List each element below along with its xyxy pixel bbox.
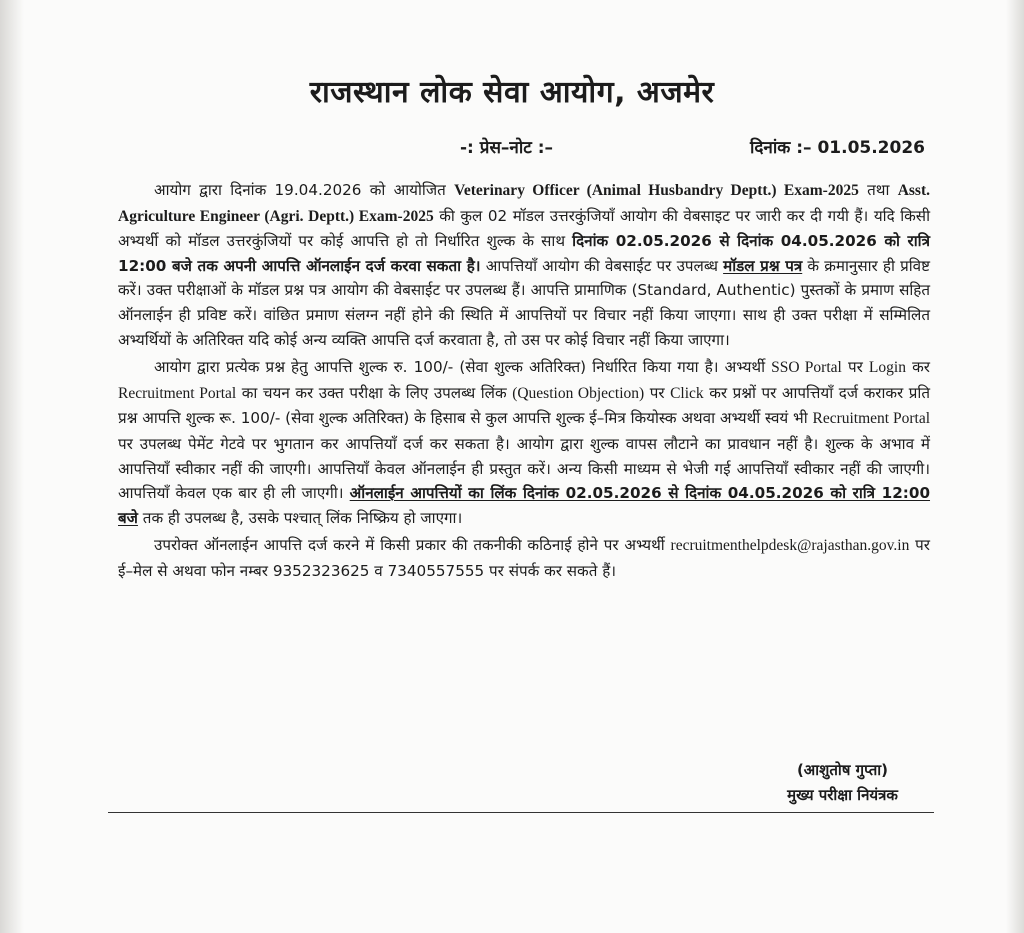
- para3-text: पर ई–मेल से अथवा फोन नम्बर 9352323625 व 7340557555 पर संपर्क कर सकते हैं।: [118, 536, 930, 580]
- para2-english-term: (Question Objection): [512, 384, 645, 402]
- exam-name-veterinary: Veterinary Officer (Animal Husbandry Deptt.) Exam-2025: [454, 182, 859, 199]
- para1-text: की कुल 02 मॉडल उत्तरकुंजियाँ आयोग की वेबसाइट पर जारी कर दी गयी हैं। यदि किसी अभ्यर्थी को मॉडल उत्तरकुंजियों पर कोई आपत्ति हो तो निर्धारित शुल्क के साथ: [118, 206, 930, 251]
- date-line: [750, 135, 925, 158]
- para1-text: तथा: [858, 181, 898, 199]
- para2-text: पर: [841, 358, 869, 377]
- objection-window-bold: दिनांक 02.05.2026 से दिनांक 04.05.2026 को रात्रि 12:00 बजे तक अपनी आपत्ति ऑनलाईन दर्ज करवा सकता है।: [118, 232, 930, 275]
- footer-divider: [108, 812, 934, 813]
- press-note-line: [460, 135, 925, 161]
- para3-text: उपरोक्त ऑनलाईन आपत्ति दर्ज करने में किसी प्रकार की तकनीकी कठिनाई होने पर अभ्यर्थी: [154, 536, 671, 555]
- para2-text: पर: [644, 383, 671, 402]
- paragraph-1: [118, 178, 930, 352]
- para1-text: के क्रमानुसार ही प्रविष्ट करें। उक्त परीक्षाओं के मॉडल प्रश्न पत्र आयोग की वेबसाईट पर उपलब्ध हैं। आपत्ति प्रामाणिक (Standard, Authentic) पुस्तकों के प्रमाण सहित ऑनलाईन ही प्रविष्ट करें। वांछित प्रमाण संलग्न नहीं होने की स्थिति में आपत्तियों पर विचार नहीं किया जाएगा। साथ ही उक्त परीक्षा में सम्मिलित अभ्यर्थियों के अतिरिक्त यदि कोई अन्य व्यक्ति आपत्ति दर्ज करवाता है, तो उस पर कोई विचार नहीं किया जाएगा।: [118, 256, 930, 349]
- para2-english-term: Recruitment Portal: [812, 410, 931, 428]
- para1-text: आपत्तियाँ आयोग की वेबसाईट पर उपलब्ध: [480, 256, 724, 275]
- signature-block: [755, 758, 930, 808]
- online-link-window-bold: ऑनलाईन आपत्तियों का लिंक दिनांक 02.05.2026 से दिनांक 04.05.2026 को रात्रि 12:00 बजे: [118, 484, 931, 527]
- date-value: 01.05.2026: [817, 138, 925, 158]
- page-title: राजस्थान लोक सेवा आयोग, अजमेर: [309, 75, 715, 110]
- press-note-heading: -: प्रेस–नोट :–: [460, 138, 554, 158]
- para2-text: कर प्रश्नों पर आपत्तियाँ दर्ज कराकर प्रति प्रश्न आपत्ति शुल्क रू. 100/- (सेवा शुल्क अतिरिक्त) के हिसाब से कुल आपत्ति शुल्क ई–मित्र कियोस्क अथवा अभ्यर्थी स्वयं भी: [118, 383, 931, 428]
- para2-english-term: Click: [670, 384, 704, 402]
- page-shadow-left: [0, 0, 24, 933]
- para2-english-term: SSO Portal: [771, 359, 842, 377]
- para2-english-term: Login: [868, 359, 906, 377]
- helpdesk-email: recruitmenthelpdesk@rajasthan.gov.in: [670, 537, 910, 555]
- para2-text: का चयन कर उक्त परीक्षा के लिए उपलब्ध लिंक: [236, 383, 513, 402]
- signatory-name: (आशुतोष गुप्ता): [796, 761, 889, 779]
- press-note-body: [118, 178, 930, 587]
- exam-name-agri-engineer: Asst. Agriculture Engineer (Agri. Deptt.) Exam-2025: [118, 182, 930, 225]
- para2-text: आयोग द्वारा प्रत्येक प्रश्न हेतु आपत्ति शुल्क रु. 100/- (सेवा शुल्क अतिरिक्त) निर्धारित किया गया है। अभ्यर्थी: [154, 358, 772, 377]
- paragraph-3: [118, 533, 930, 583]
- paragraph-2: [118, 355, 930, 530]
- para2-text: कर: [905, 358, 930, 377]
- signatory-designation: मुख्य परीक्षा नियंत्रक: [787, 786, 898, 804]
- para1-text: आयोग द्वारा दिनांक 19.04.2026 को आयोजित: [154, 181, 455, 199]
- model-question-paper-underlined: मॉडल प्रश्न पत्र: [723, 256, 803, 275]
- page-shadow-right: [1006, 0, 1024, 933]
- para2-english-term: Recruitment Portal: [118, 384, 237, 402]
- para2-text: पर उपलब्ध पेमेंट गेटवे पर भुगतान कर आपत्तियाँ दर्ज कर सकता है। आयोग द्वारा शुल्क वापस लौटाने का प्रावधान नहीं है। शुल्क के अभाव में आपत्तियाँ स्वीकार नहीं की जाएगी। आपत्तियाँ केवल ऑनलाईन ही प्रस्तुत करें। अन्य किसी माध्यम से भेजी गई आपत्तियाँ स्वीकार नहीं की जाएगी। आपत्तियाँ केवल एक बार ही ली जाएगी।: [118, 434, 930, 503]
- para2-text: तक ही उपलब्ध है, उसके पश्चात् लिंक निष्क्रिय हो जाएगा।: [137, 508, 463, 527]
- date-label: दिनांक :–: [749, 138, 812, 158]
